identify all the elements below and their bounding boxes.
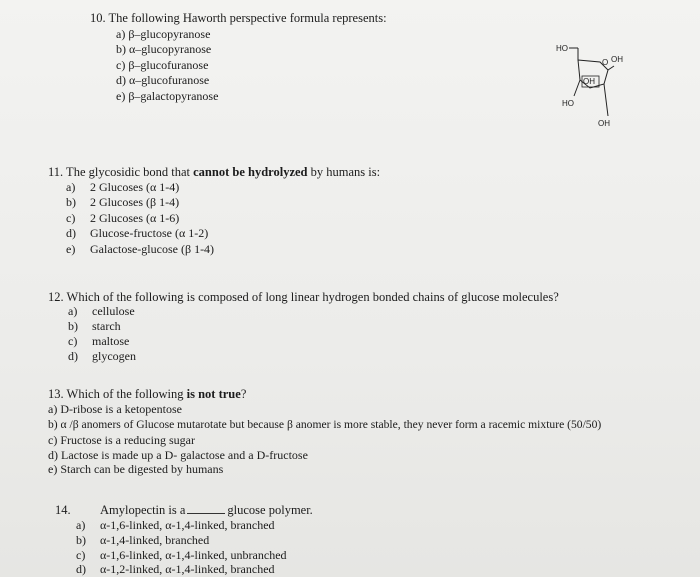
ring-oxygen-label: O — [602, 58, 609, 67]
q11-option-d-text: Glucose-fructose (α 1-2) — [90, 226, 209, 240]
q14-option-c-text: α-1,6-linked, α-1,4-linked, unbranched — [100, 548, 287, 562]
q10-option-d: d) α–glucofuranose — [116, 73, 210, 87]
q11-stem-start: 11. The glycosidic bond that — [48, 165, 194, 179]
q12-option-d-letter: d) — [68, 349, 78, 363]
q14-option-b-text: α-1,4-linked, branched — [100, 533, 210, 547]
oh-bottom-label: OH — [598, 119, 610, 128]
q11-option-e-text: Galactose-glucose (β 1-4) — [90, 242, 215, 256]
q12-option-b-text: starch — [92, 319, 121, 333]
oh-inner-label: OH — [583, 77, 595, 86]
q10-option-b: b) α–glucopyranose — [116, 42, 212, 56]
ho-left-label: HO — [562, 99, 574, 108]
q13-stem-start: 13. Which of the following — [48, 387, 187, 401]
oh-right-label: OH — [611, 55, 623, 64]
q10-option-e: e) β–galactopyranose — [116, 89, 219, 103]
q14-option-d-letter: d) — [76, 562, 86, 576]
q13-option-a: a) D-ribose is a ketopentose — [48, 402, 182, 416]
q11-option-e-letter: e) — [66, 242, 76, 256]
q12-option-a-text: cellulose — [92, 304, 135, 318]
q13-stem — [48, 387, 246, 401]
q11-stem — [48, 165, 380, 179]
q12-stem: 12. Which of the following is composed of long linear hydrogen bonded chains of glucose molecules? — [48, 290, 559, 304]
q14-option-a-text: α-1,6-linked, α-1,4-linked, branched — [100, 518, 275, 532]
q14-option-d-text: α-1,2-linked, α-1,4-linked, branched — [100, 562, 275, 576]
q12-option-d-text: glycogen — [92, 349, 136, 363]
q13-stem-bold: is not true — [186, 387, 241, 401]
q11-option-c-text: 2 Glucoses (α 1-6) — [90, 211, 180, 225]
q14-number: 14. — [55, 503, 71, 517]
q14-stem — [100, 503, 313, 517]
q11-stem-bold: cannot be hydrolyzed — [193, 165, 308, 179]
q10-stem: 10. The following Haworth perspective formula represents: — [90, 11, 387, 25]
q12-option-b-letter: b) — [68, 319, 78, 333]
q13-stem-end: ? — [240, 387, 247, 401]
q14-stem-end: glucose polymer. — [227, 503, 313, 517]
q12-option-c-text: maltose — [92, 334, 130, 348]
q13-option-c: c) Fructose is a reducing sugar — [48, 433, 195, 447]
q11-option-c-letter: c) — [66, 211, 76, 225]
q11-option-d-letter: d) — [66, 226, 76, 240]
q11-option-a-letter: a) — [66, 180, 76, 194]
q14-answer-blank — [187, 503, 225, 514]
ho-top-label: HO — [556, 44, 568, 53]
q11-option-b-text: 2 Glucoses (β 1-4) — [90, 195, 180, 209]
q10-option-c: c) β–glucofuranose — [116, 58, 209, 72]
q11-stem-end: by humans is: — [307, 165, 381, 179]
q12-option-c-letter: c) — [68, 334, 78, 348]
q13-option-e: e) Starch can be digested by humans — [48, 462, 224, 476]
q14-stem-start: Amylopectin is a — [100, 503, 186, 517]
haworth-structure — [552, 38, 642, 134]
q11-option-b-letter: b) — [66, 195, 76, 209]
q11-option-a-text: 2 Glucoses (α 1-4) — [90, 180, 180, 194]
q10-option-a: a) β–glucopyranose — [116, 27, 211, 41]
q14-option-c-letter: c) — [76, 548, 86, 562]
q14-option-a-letter: a) — [76, 518, 86, 532]
q12-option-a-letter: a) — [68, 304, 78, 318]
q14-option-b-letter: b) — [76, 533, 86, 547]
q13-option-d: d) Lactose is made up a D- galactose and a D-fructose — [48, 448, 308, 462]
q13-option-b: b) α /β anomers of Glucose mutarotate but because β anomer is more stable, they never form a racemic mixture (50/50) — [48, 418, 602, 431]
